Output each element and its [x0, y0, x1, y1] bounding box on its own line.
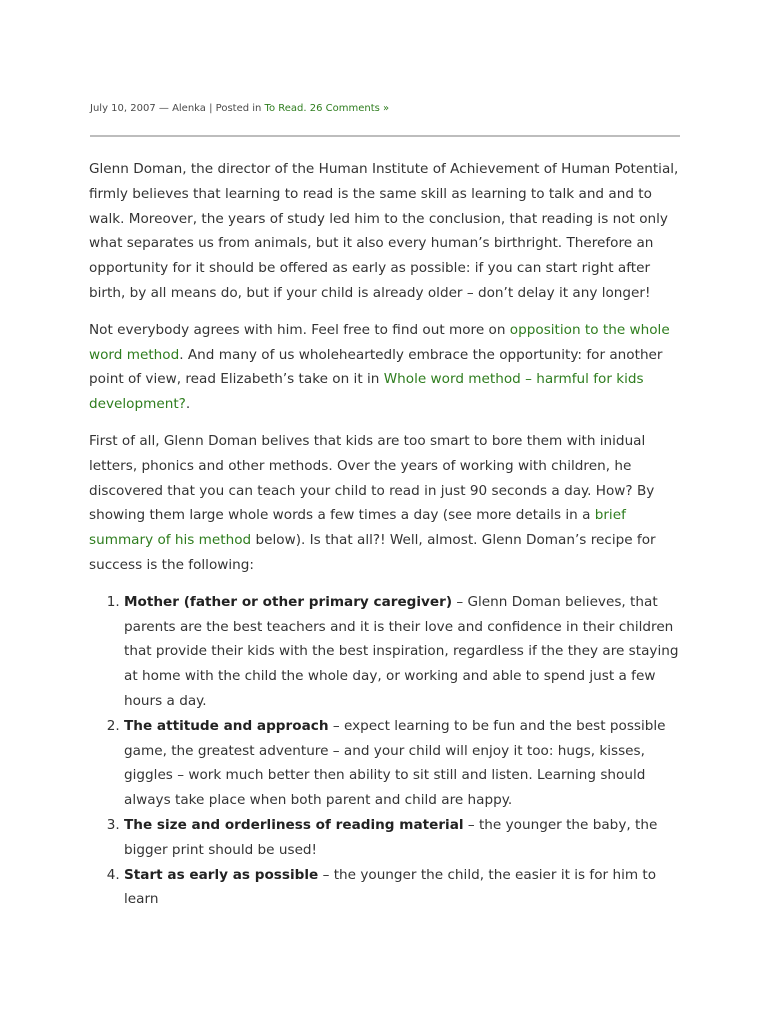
recipe-list: [89, 590, 689, 912]
divider: [90, 135, 680, 137]
opposition-link[interactable]: opposition to the whole word method: [89, 321, 670, 363]
summary-link[interactable]: brief summary of his method: [89, 507, 626, 549]
harmful-method-link[interactable]: Whole word method – harmful for kids development?: [89, 371, 644, 413]
post-date: July 10, 2007: [90, 103, 156, 114]
article-body: [89, 157, 689, 912]
post-author: Alenka: [172, 103, 206, 114]
comments-link[interactable]: 26 Comments »: [309, 103, 390, 114]
list-item-title: The size and orderliness of reading material: [124, 816, 464, 833]
paragraph-method: First of all, Glenn Doman belives that kids are too smart to bore them with inidual letters, phonics and other methods. Over the years of working with children, he discovered that you can teach your child to read in just 90 seconds a day. How? By showing them large whole words a few times a day (see more details in a brief summary of his method below). Is that all?! Well, almost. Glenn Doman’s recipe for success is the following:: [89, 432, 656, 573]
post-meta: [90, 103, 389, 114]
list-item: [124, 714, 689, 813]
paragraph-intro: Glenn Doman, the director of the Human Institute of Achievement of Human Potential, firmly believes that learning to read is the same skill as learning to talk and and to walk. Moreover, the years of study led him to the conclusion, that reading is not only what separates us from animals, but it also every human’s birthright. Therefore an opportunity for it should be offered as early as possible: if you can start right after birth, by all means do, but if your child is already older – don’t delay it any longer!: [89, 161, 679, 301]
list-item-title: Start as early as possible: [124, 866, 319, 883]
list-item-text: – Glenn Doman believes, that parents are the best teachers and it is their love and confidence in their children that provide their kids with the best inspiration, regardless if the they are staying at home with the child the whole day, or working and able to spend just a few hours a day.: [124, 593, 679, 709]
list-item-text: – the younger the child, the easier it is for him to learn: [124, 866, 657, 908]
list-item: [124, 813, 689, 863]
list-item-title: The attitude and approach: [124, 717, 329, 734]
paragraph-opposition: Not everybody agrees with him. Feel free to find out more on opposition to the whole word method. And many of us wholeheartedly embrace the opportunity: for another point of view, read Elizabeth’s take on it in Whole word method – harmful for kids development?.: [89, 321, 670, 413]
list-item-text: – the younger the baby, the bigger print should be used!: [124, 816, 658, 858]
list-item: [124, 863, 689, 913]
list-item-title: Mother (father or other primary caregiver): [124, 593, 453, 610]
meta-separator: | Posted in: [205, 103, 265, 114]
meta-separator: —: [155, 103, 173, 114]
list-item-text: – expect learning to be fun and the best possible game, the greatest adventure – and your child will enjoy it too: hugs, kisses, giggles – work much better then ability to sit still and listen. Learning should always take place when both parent and child are happy.: [124, 717, 666, 809]
list-item: [124, 590, 689, 714]
category-link[interactable]: To Read.: [264, 103, 307, 114]
